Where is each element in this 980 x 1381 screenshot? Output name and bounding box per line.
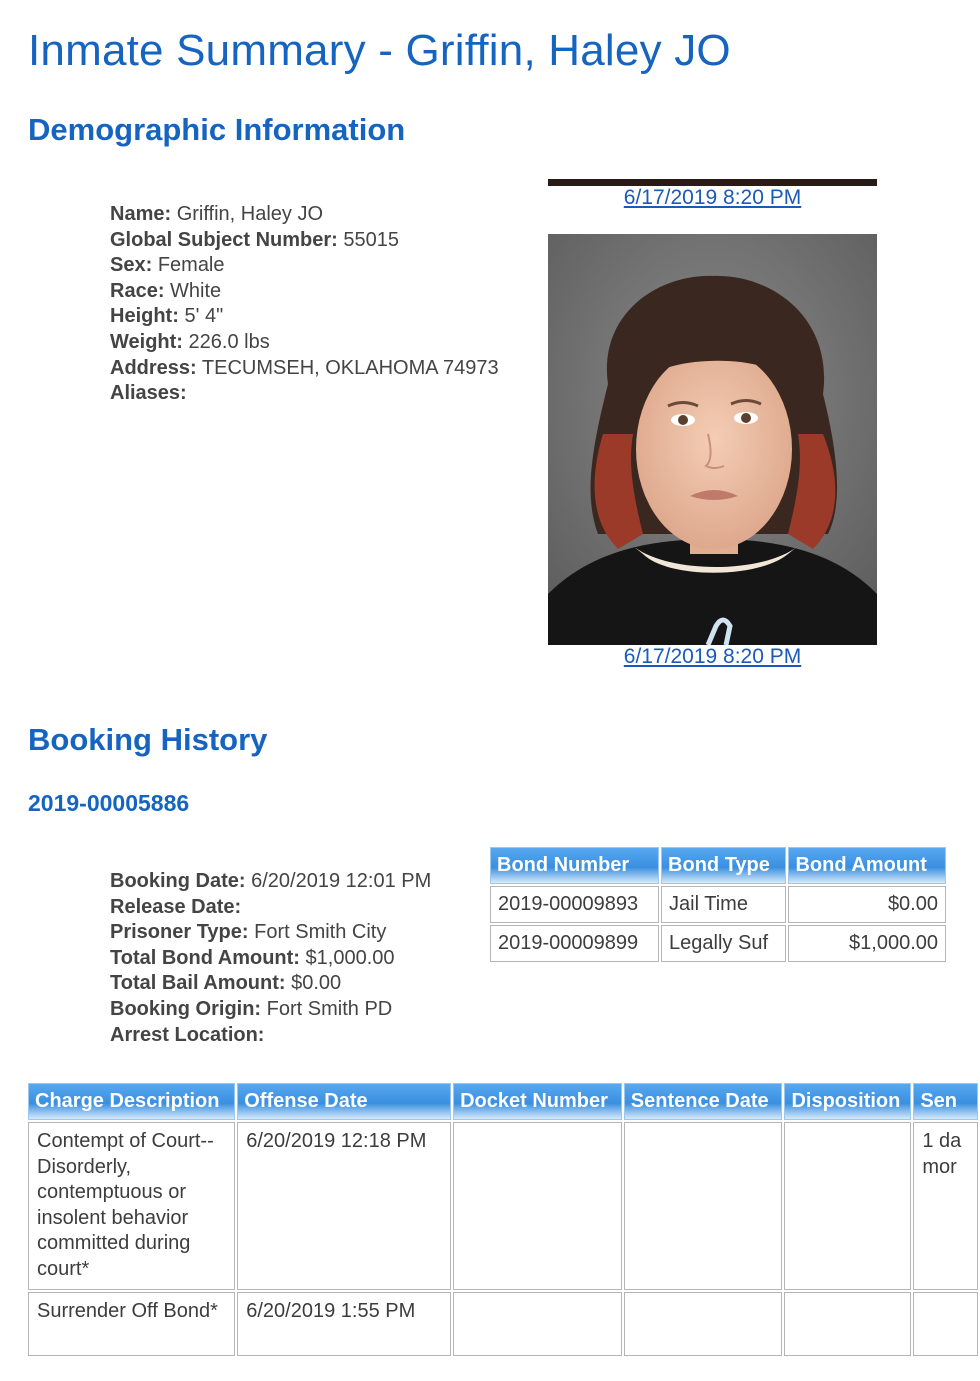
address-value: TECUMSEH, OKLAHOMA 74973 bbox=[201, 356, 499, 379]
bond-type-header: Bond Type bbox=[661, 847, 786, 884]
table-row bbox=[28, 1292, 978, 1356]
demographic-info bbox=[110, 202, 499, 407]
arrest-location-row bbox=[110, 1023, 431, 1049]
total-bond-row bbox=[110, 946, 431, 972]
docket-number-header: Docket Number bbox=[453, 1083, 622, 1120]
name-row bbox=[110, 202, 499, 228]
bond-amount-cell: $0.00 bbox=[788, 886, 946, 923]
sex-label: Sex: bbox=[110, 254, 153, 277]
booking-date-label: Booking Date: bbox=[110, 870, 246, 892]
table-row bbox=[490, 925, 946, 962]
sentence-date-cell bbox=[624, 1122, 783, 1290]
sex-row bbox=[110, 253, 499, 279]
release-date-label: Release Date: bbox=[110, 895, 242, 918]
weight-label: Weight: bbox=[110, 330, 183, 353]
offense-date-cell: 6/20/2019 12:18 PM bbox=[237, 1122, 451, 1290]
address-row bbox=[110, 356, 499, 382]
bond-type-cell: Jail Time bbox=[661, 886, 786, 923]
booking-date-row bbox=[110, 869, 431, 895]
arrest-location-label: Arrest Location: bbox=[110, 1023, 265, 1046]
total-bond-value: $1,000.00 bbox=[305, 946, 395, 969]
total-bail-row bbox=[110, 971, 431, 997]
previous-photo-strip bbox=[548, 179, 877, 186]
height-row bbox=[110, 304, 499, 330]
sentence-cell bbox=[913, 1292, 978, 1356]
charge-description-cell: Contempt of Court--Disorderly, contemptuous or insolent behavior committed during court* bbox=[28, 1122, 235, 1290]
bond-number-header: Bond Number bbox=[490, 847, 659, 884]
charge-description-header: Charge Description bbox=[28, 1083, 235, 1120]
subject-number-row bbox=[110, 228, 499, 254]
sex-value: Female bbox=[157, 254, 225, 277]
race-row bbox=[110, 279, 499, 305]
weight-value: 226.0 lbs bbox=[188, 330, 270, 353]
page-title: Inmate Summary - Griffin, Haley JO bbox=[28, 26, 731, 75]
prisoner-type-label: Prisoner Type: bbox=[110, 921, 249, 944]
aliases-label: Aliases: bbox=[110, 382, 187, 405]
offense-date-cell: 6/20/2019 1:55 PM bbox=[237, 1292, 451, 1356]
photo-timestamp-link-bottom[interactable]: 6/17/2019 8:20 PM bbox=[623, 645, 802, 668]
aliases-row bbox=[110, 381, 499, 407]
bond-type-cell: Legally Suf bbox=[661, 925, 786, 962]
total-bail-label: Total Bail Amount: bbox=[110, 972, 286, 995]
subject-number-value: 55015 bbox=[343, 228, 399, 251]
disposition-header: Disposition bbox=[784, 1083, 911, 1120]
disposition-cell bbox=[784, 1292, 911, 1356]
charges-table-header bbox=[28, 1083, 978, 1120]
booking-origin-value: Fort Smith PD bbox=[266, 997, 393, 1020]
race-value: White bbox=[170, 279, 222, 302]
photo-timestamp-link-top[interactable]: 6/17/2019 8:20 PM bbox=[623, 186, 802, 209]
table-row bbox=[28, 1122, 978, 1290]
demographic-heading: Demographic Information bbox=[28, 112, 406, 147]
sentence-header: Sen bbox=[913, 1083, 978, 1120]
booking-origin-row bbox=[110, 997, 431, 1023]
sentence-cell: 1 da mor bbox=[913, 1122, 978, 1290]
table-row bbox=[490, 886, 946, 923]
booking-origin-label: Booking Origin: bbox=[110, 997, 262, 1020]
bond-table bbox=[488, 845, 948, 964]
bond-table-header bbox=[490, 847, 946, 884]
weight-row bbox=[110, 330, 499, 356]
name-label: Name: bbox=[110, 203, 172, 225]
charge-description-cell: Surrender Off Bond* bbox=[28, 1292, 235, 1356]
booking-info bbox=[110, 869, 431, 1048]
prisoner-type-row bbox=[110, 920, 431, 946]
inmate-photo bbox=[548, 234, 877, 645]
bond-number-cell: 2019-00009893 bbox=[490, 886, 659, 923]
height-label: Height: bbox=[110, 305, 179, 328]
bond-amount-cell: $1,000.00 bbox=[788, 925, 946, 962]
release-date-row bbox=[110, 895, 431, 921]
disposition-cell bbox=[784, 1122, 911, 1290]
offense-date-header: Offense Date bbox=[237, 1083, 451, 1120]
prisoner-type-value: Fort Smith City bbox=[254, 921, 387, 944]
booking-history-heading: Booking History bbox=[28, 722, 268, 757]
sentence-date-header: Sentence Date bbox=[624, 1083, 783, 1120]
bond-amount-header: Bond Amount bbox=[788, 847, 946, 884]
sentence-date-cell bbox=[624, 1292, 783, 1356]
race-label: Race: bbox=[110, 279, 165, 302]
subject-number-label: Global Subject Number: bbox=[110, 228, 338, 251]
total-bond-label: Total Bond Amount: bbox=[110, 946, 300, 969]
charges-table bbox=[26, 1081, 980, 1358]
booking-number: 2019-00005886 bbox=[28, 790, 190, 816]
docket-number-cell bbox=[453, 1292, 622, 1356]
bond-number-cell: 2019-00009899 bbox=[490, 925, 659, 962]
address-label: Address: bbox=[110, 356, 197, 379]
docket-number-cell bbox=[453, 1122, 622, 1290]
height-value: 5' 4" bbox=[184, 305, 224, 328]
booking-date-value: 6/20/2019 12:01 PM bbox=[251, 870, 432, 892]
name-value: Griffin, Haley JO bbox=[176, 203, 324, 225]
total-bail-value: $0.00 bbox=[291, 972, 342, 995]
